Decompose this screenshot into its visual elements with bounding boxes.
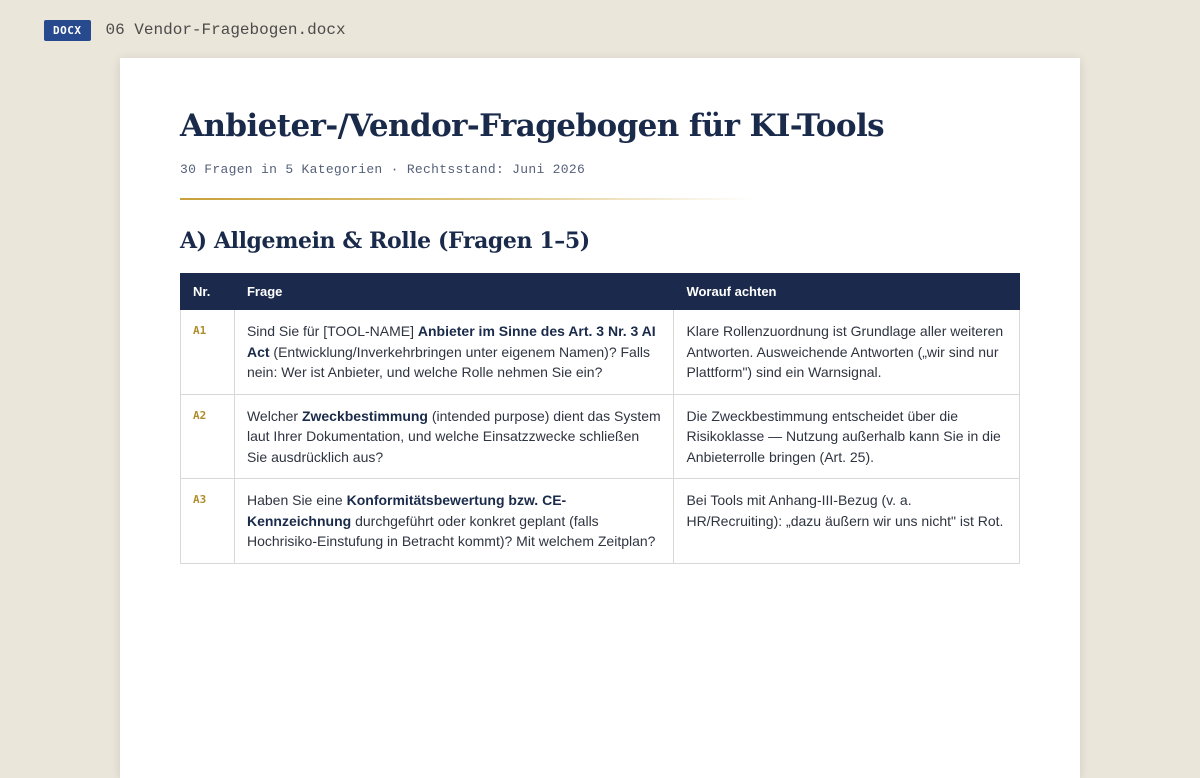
attention-note: Die Zweckbestimmung entscheidet über die Risikoklasse — Nutzung außerhalb kann Sie in die Anbieterrolle bringen (Art. 25). [674,394,1020,479]
question-text [234,479,673,564]
question-emphasis: Zweckbestimmung [301,407,428,424]
question-number: A3 [181,479,235,564]
document-subtitle: 30 Fragen in 5 Kategorien · Rechtsstand: Juni 2026 [180,162,586,177]
question-emphasis: Anbieter im Sinne des Art. 3 Nr. 3 AI Act [246,323,656,360]
header-nr: Nr. [181,274,235,310]
question-segment: Haben Sie eine [246,492,347,508]
question-segment: Welcher [246,407,302,424]
question-number: A2 [181,394,235,479]
table-body [181,310,1020,564]
question-segment: (intended purpose) dient das System laut Ihrer Dokumentation, und welche Einsatzzwecke schließen Sie ausdrücklich aus? [246,407,661,465]
question-segment: Sind Sie für [TOOL-NAME] [246,323,418,339]
table-header-row [181,274,1020,310]
question-segment: (Entwicklung/Inverkehrbringen unter eigenem Namen)? Falls nein: Wer ist Anbieter, und welche Rolle nehmen Sie ein? [246,343,651,380]
header-worauf-achten: Worauf achten [674,274,1020,310]
question-text [234,310,673,395]
table-row [181,310,1020,395]
document-page [120,58,1080,778]
question-segment: durchgeführt oder konkret geplant (falls Hochrisiko-Einstufung in Betracht kommt)? Mit welchem Zeitplan? [246,512,656,549]
section-heading: A) Allgemein & Rolle (Fragen 1–5) [180,228,590,254]
question-number: A1 [181,310,235,395]
question-emphasis: Konformitätsbewertung bzw. CE-Kennzeichnung [246,492,567,529]
document-title: Anbieter-/Vendor-Fragebogen für KI-Tools [180,108,884,144]
file-type-badge: DOCX [44,20,91,41]
header-frage: Frage [234,274,673,310]
table-row [181,479,1020,564]
title-divider [180,198,755,200]
attention-note: Klare Rollenzuordnung ist Grundlage aller weiteren Antworten. Ausweichende Antworten („wir sind nur Plattform") sind ein Warnsignal. [674,310,1020,395]
file-name: 06 Vendor-Fragebogen.docx [105,21,346,39]
attention-note: Bei Tools mit Anhang-III-Bezug (v. a. HR/Recruiting): „dazu äußern wir uns nicht" ist Rot. [674,479,1020,564]
file-header [44,19,346,41]
table-row [181,394,1020,479]
question-table [180,273,1020,564]
question-text [234,394,673,479]
